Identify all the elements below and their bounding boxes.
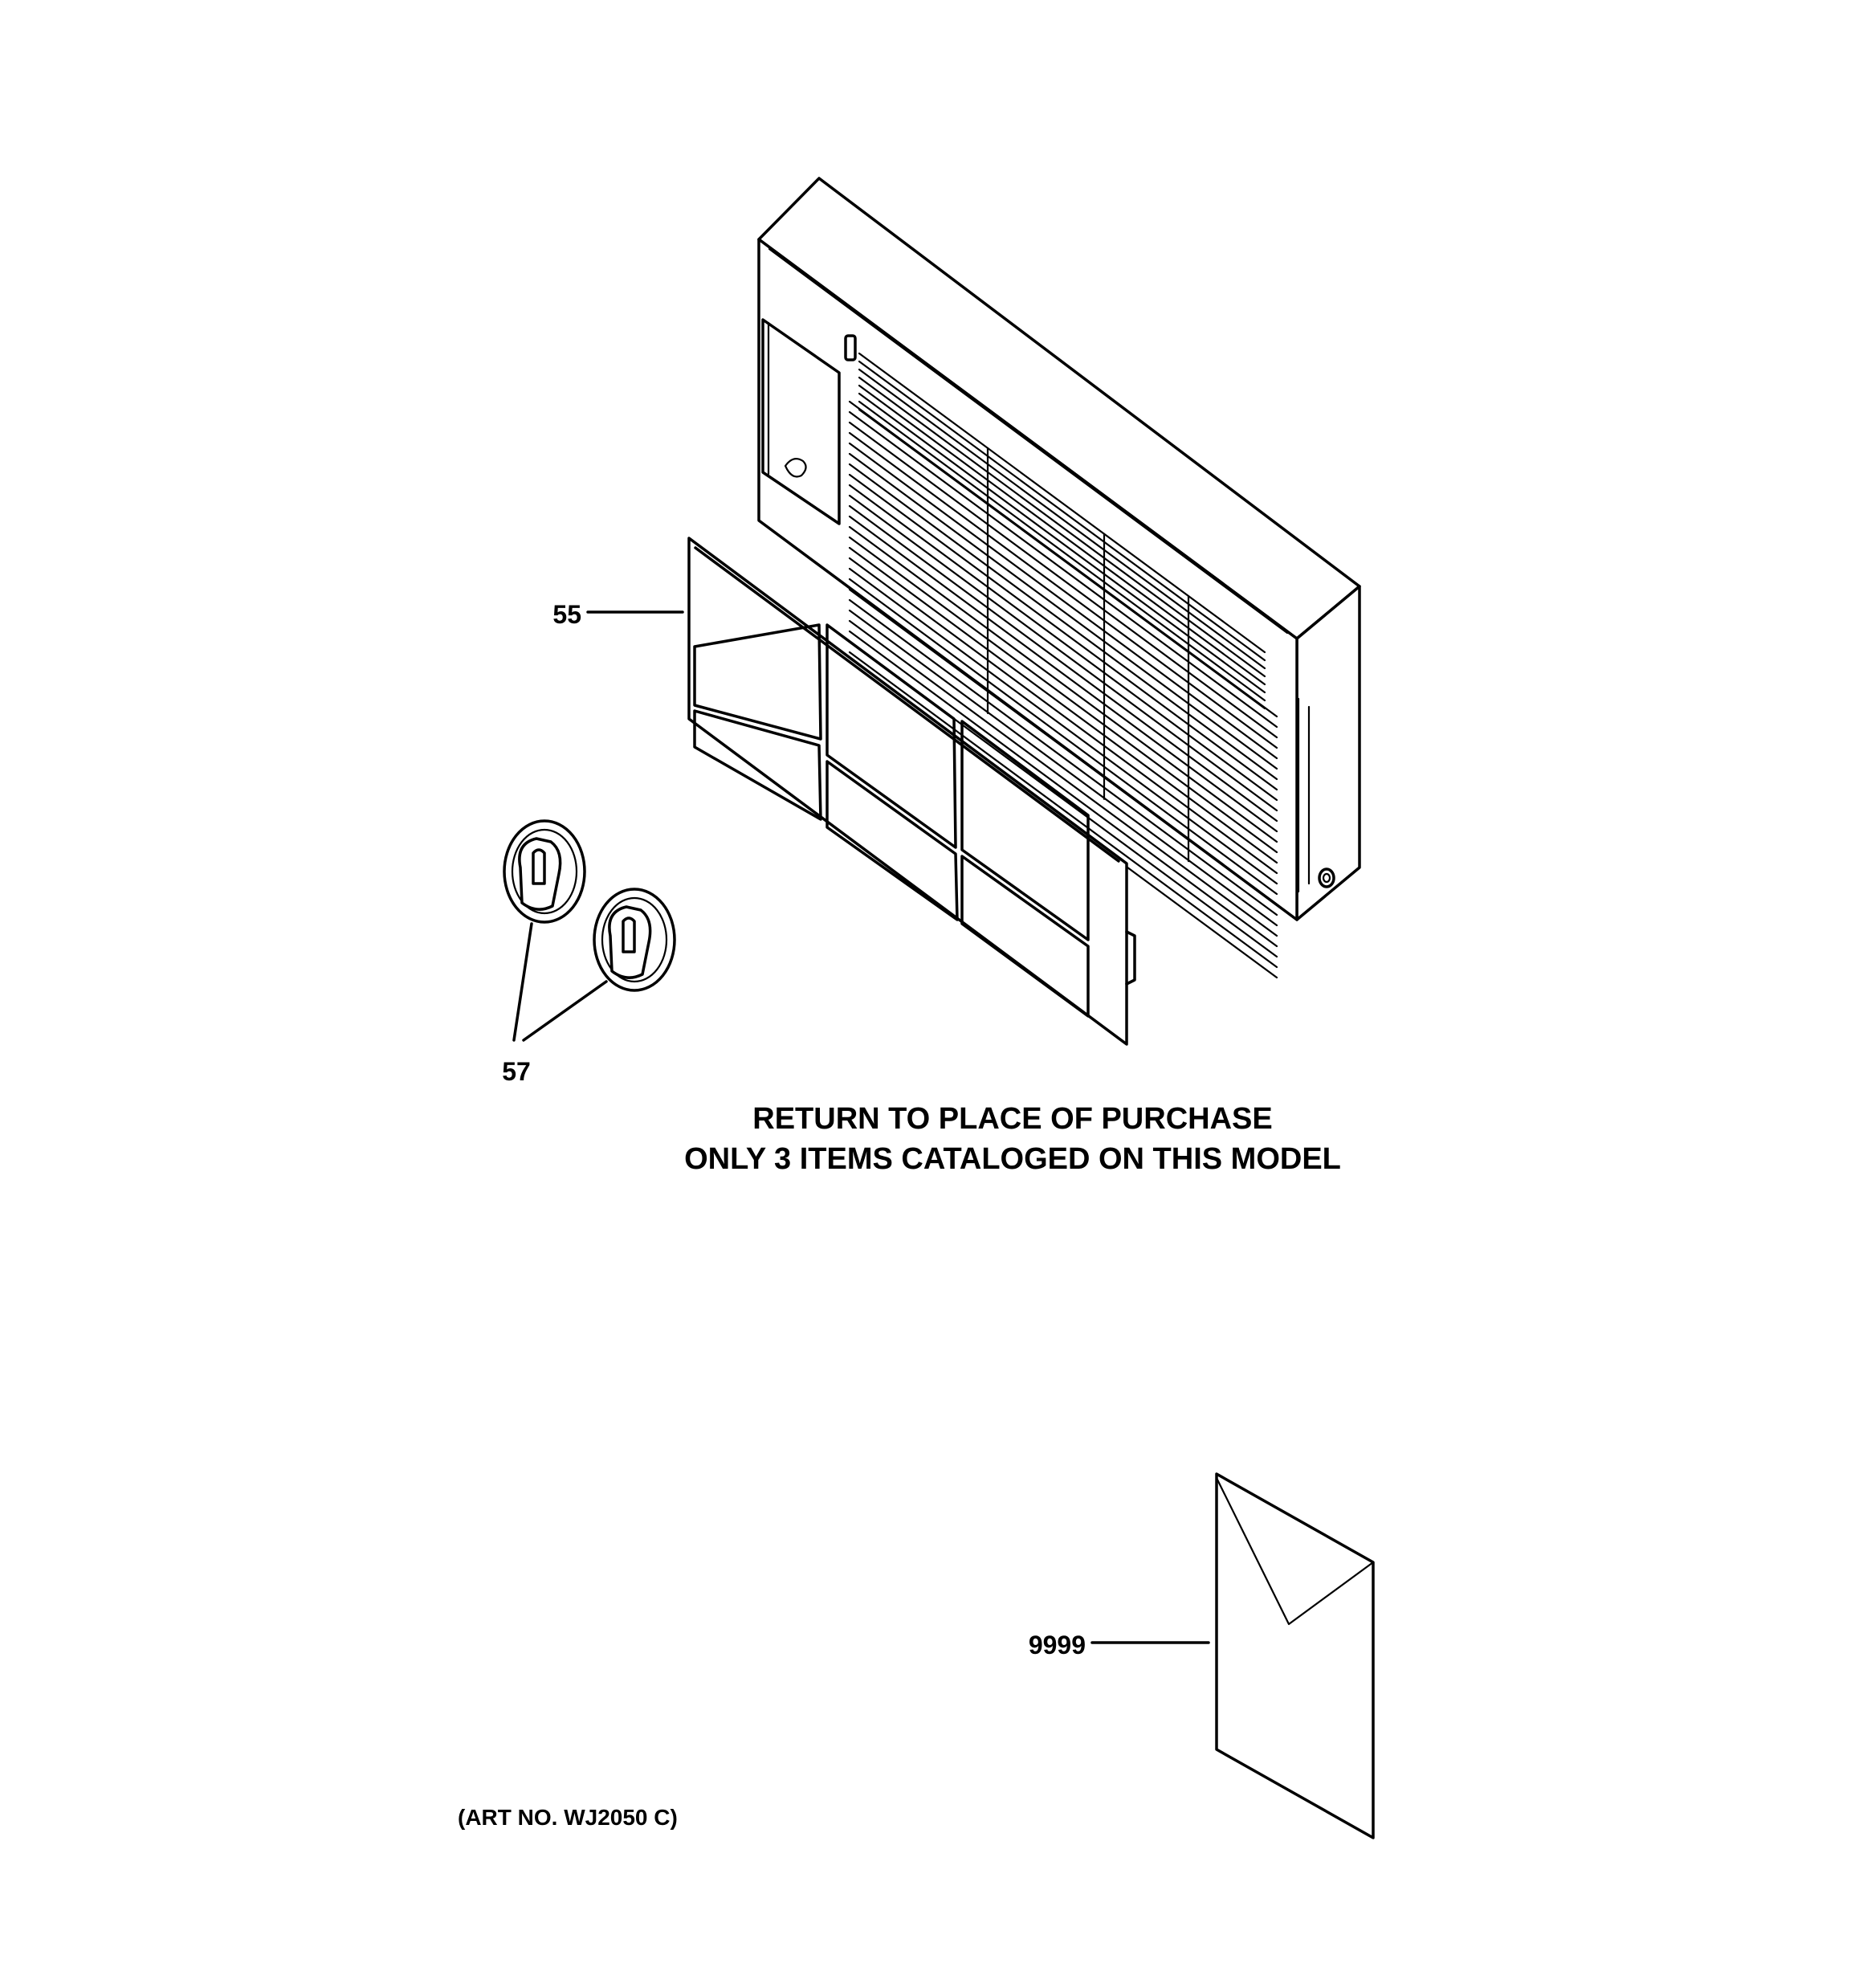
notice-line-1: RETURN TO PLACE OF PURCHASE <box>752 1102 1273 1136</box>
control-knob-upper <box>504 821 585 922</box>
callout-number-55: 55 <box>552 600 581 629</box>
callout-number-9999: 9999 <box>1028 1631 1086 1659</box>
owners-manual-envelope <box>1217 1474 1373 1838</box>
leader-line-57a <box>514 924 532 1040</box>
callout-number-57: 57 <box>502 1057 531 1086</box>
art-number: (ART NO. WJ2050 C) <box>458 1805 678 1830</box>
control-knob-lower <box>594 889 675 990</box>
leader-line-57b <box>524 982 606 1040</box>
notice-line-2: ONLY 3 ITEMS CATALOGED ON THIS MODEL <box>684 1142 1341 1176</box>
